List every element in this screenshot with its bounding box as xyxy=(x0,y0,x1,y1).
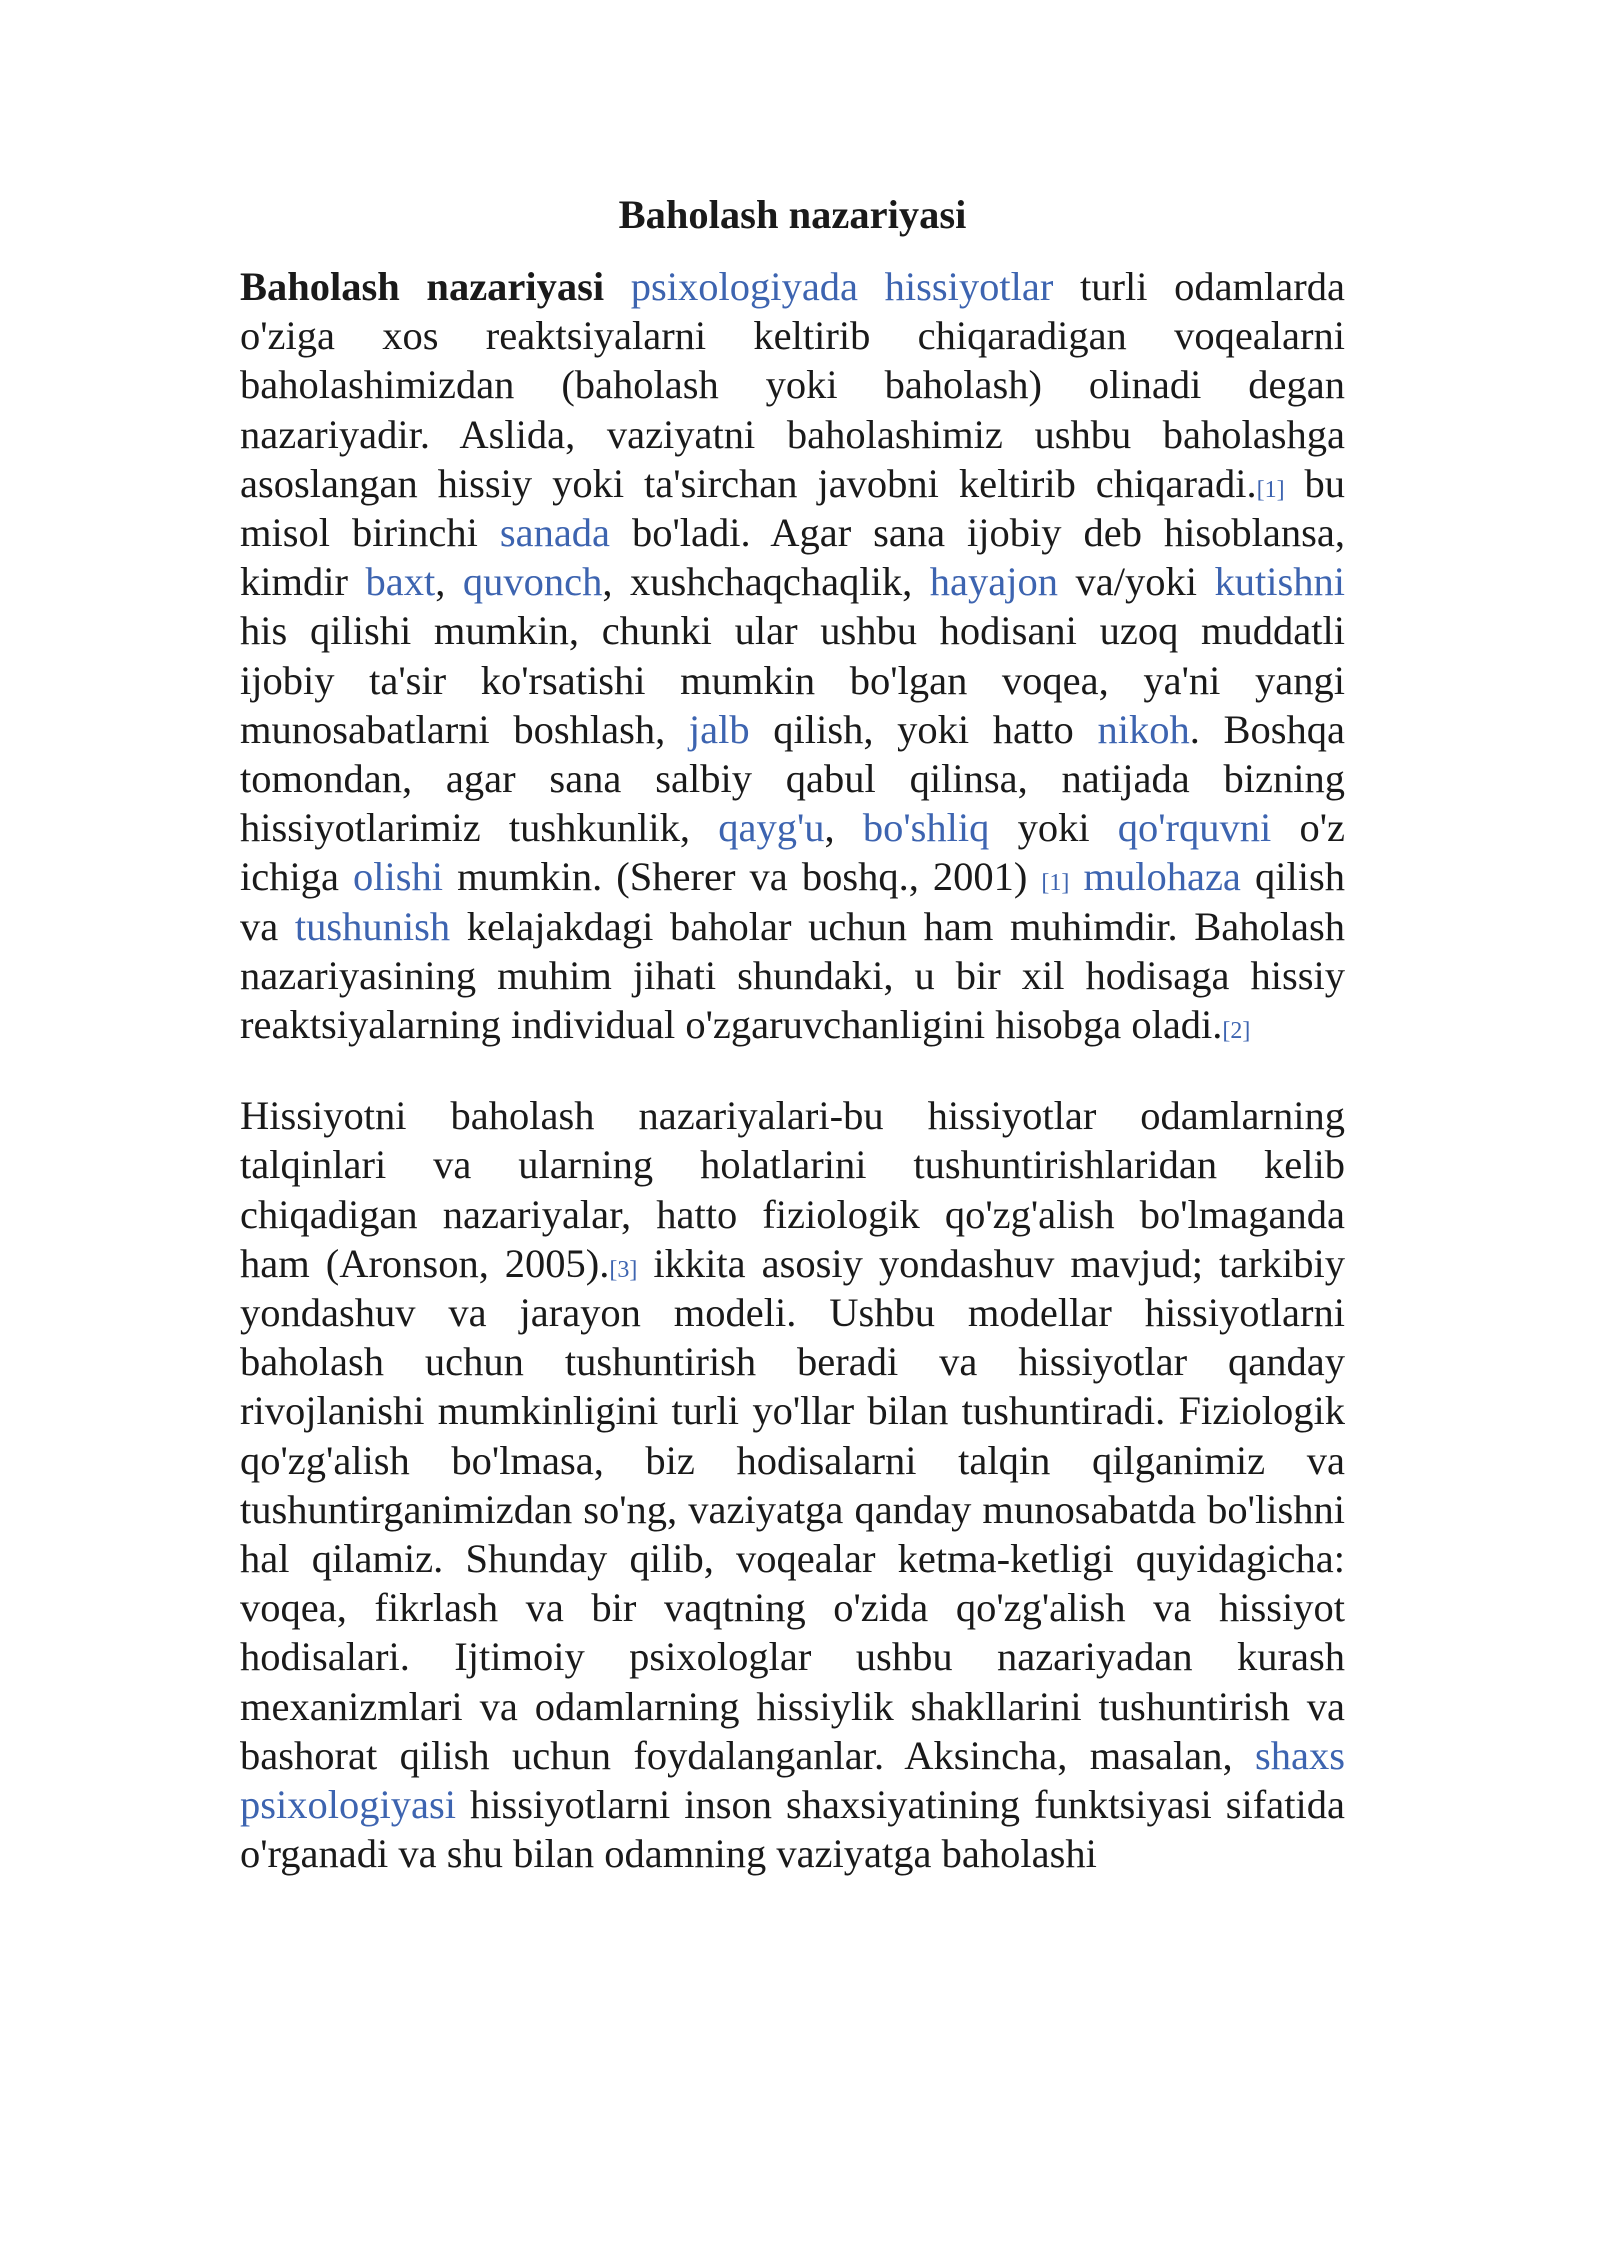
footnote-ref-2[interactable]: [2] xyxy=(1222,1018,1251,1045)
paragraph-2 xyxy=(240,1091,1345,1878)
link-quvonch[interactable]: quvonch xyxy=(462,559,603,605)
text-run: ikkita asosiy yondashuv mavjud; tarkibiy yondashuv va jarayon modeli. Ushbu modellar hissiyotlarni baholash uchun tushuntirish beradi va hissiyotlar qanday rivojlanishi mumkinligini turli yo'llar bilan tushuntiradi. Fiziologik qo'zg'alish bo'lmasa, biz hodisalarni talqin qilganimiz va tushuntirganimizdan so'ng, vaziyatga qanday munosabatda bo'lishni hal qilamiz. Shunday qilib, voqealar ketma-ketligi quyidagicha: voqea, fikrlash va bir vaqtning o'zida qo'zg'alish va hissiyot hodisalari. Ijtimoiy psixologlar ushbu nazariyadan kurash mexanizmlari va odamlarning hissiylik shakllarini tushuntirish va bashorat qilish uchun foydalanganlar. Aksincha, masalan, xyxy=(240,1240,1345,1778)
link-tushunish[interactable]: tushunish xyxy=(294,903,451,949)
text-run: , xushchaqchaqlik, xyxy=(602,559,930,605)
text-run: yoki xyxy=(989,805,1118,851)
text-run: qilish va xyxy=(240,854,1345,949)
link-psixologiyada-hissiyotlar[interactable]: psixologiyada hissiyotlar xyxy=(630,264,1054,309)
text-run: o'z ichiga xyxy=(240,805,1345,900)
text-run: , xyxy=(824,805,863,851)
link-mulohaza[interactable]: mulohaza xyxy=(1083,854,1241,900)
footnote-ref-3[interactable]: [3] xyxy=(609,1256,638,1283)
text-run: Hissiyotni baholash nazariyalari-bu hissiyotlar odamlarning talqinlari va ularning holatlarini tushuntirishlaridan kelib chiqadigan nazariyalar, hatto fiziologik qo'zg'alish bo'lmaganda ham (Aronson, 2005). xyxy=(240,1093,1345,1286)
link-nikoh[interactable]: nikoh xyxy=(1097,706,1190,752)
footnote-ref-1b[interactable]: [1] xyxy=(1041,870,1070,897)
text-run: bu misol birinchi xyxy=(240,460,1345,556)
text-run: bo'ladi. Agar sana ijobiy deb hisoblansa, kimdir xyxy=(240,510,1345,605)
document-page xyxy=(240,190,1345,1879)
text-run xyxy=(1069,854,1083,899)
link-boshliq[interactable]: bo'shliq xyxy=(862,805,990,851)
text-run: va/yoki xyxy=(1057,559,1215,605)
page-title: Baholash nazariyasi xyxy=(618,192,967,237)
text-run: . Boshqa tomondan, agar sana salbiy qabul qilinsa, natijada bizning hissiyotlarimiz tushkunlik, xyxy=(240,706,1346,851)
link-kutishni[interactable]: kutishni xyxy=(1214,559,1345,605)
link-baxt[interactable]: baxt xyxy=(365,559,436,605)
text-run: , xyxy=(435,559,463,605)
text-run: qilish, yoki hatto xyxy=(749,706,1098,752)
text-run xyxy=(604,264,631,309)
footnote-ref-1[interactable]: [1] xyxy=(1256,476,1285,503)
text-run: kelajakdagi baholar uchun ham muhimdir. Baholash nazariyasining muhim jihati shundaki, u bir xil hodisaga hissiy reaktsiyalarning individual o'zgaruvchanligini hisobga oladi. xyxy=(240,903,1345,1048)
text-run: hissiyotlarni inson shaxsiyatining funktsiyasi sifatida o'rganadi va shu bilan odamning vaziyatga baholashi xyxy=(240,1782,1345,1877)
link-qorquvni[interactable]: qo'rquvni xyxy=(1117,805,1272,851)
text-run: turli odamlarda o'ziga xos reaktsiyalarni keltirib chiqaradigan voqealarni baholashimizdan (baholash yoki baholash) olinadi degan nazariyadir. Aslida, vaziyatni baholashimiz ushbu baholashga asoslangan hissiy yoki ta'sirchan javobni keltirib chiqaradi. xyxy=(240,264,1345,506)
term-bold: Baholash nazariyasi xyxy=(240,264,605,309)
link-jalb[interactable]: jalb xyxy=(688,706,750,752)
link-hayajon[interactable]: hayajon xyxy=(929,559,1058,605)
text-run: mumkin. (Sherer va boshq., 2001) xyxy=(443,854,1042,900)
link-sanada[interactable]: sanada xyxy=(499,510,611,556)
paragraph-1 xyxy=(240,262,1345,1049)
link-shaxs-psixologiyasi[interactable]: shaxs psixologiyasi xyxy=(240,1732,1345,1828)
link-qaygu[interactable]: qayg'u xyxy=(718,805,825,851)
link-olishi[interactable]: olishi xyxy=(353,854,444,900)
text-run: his qilishi mumkin, chunki ular ushbu hodisani uzoq muddatli ijobiy ta'sir ko'rsatishi mumkin bo'lgan voqea, ya'ni yangi munosabatlarni boshlash, xyxy=(240,608,1345,752)
